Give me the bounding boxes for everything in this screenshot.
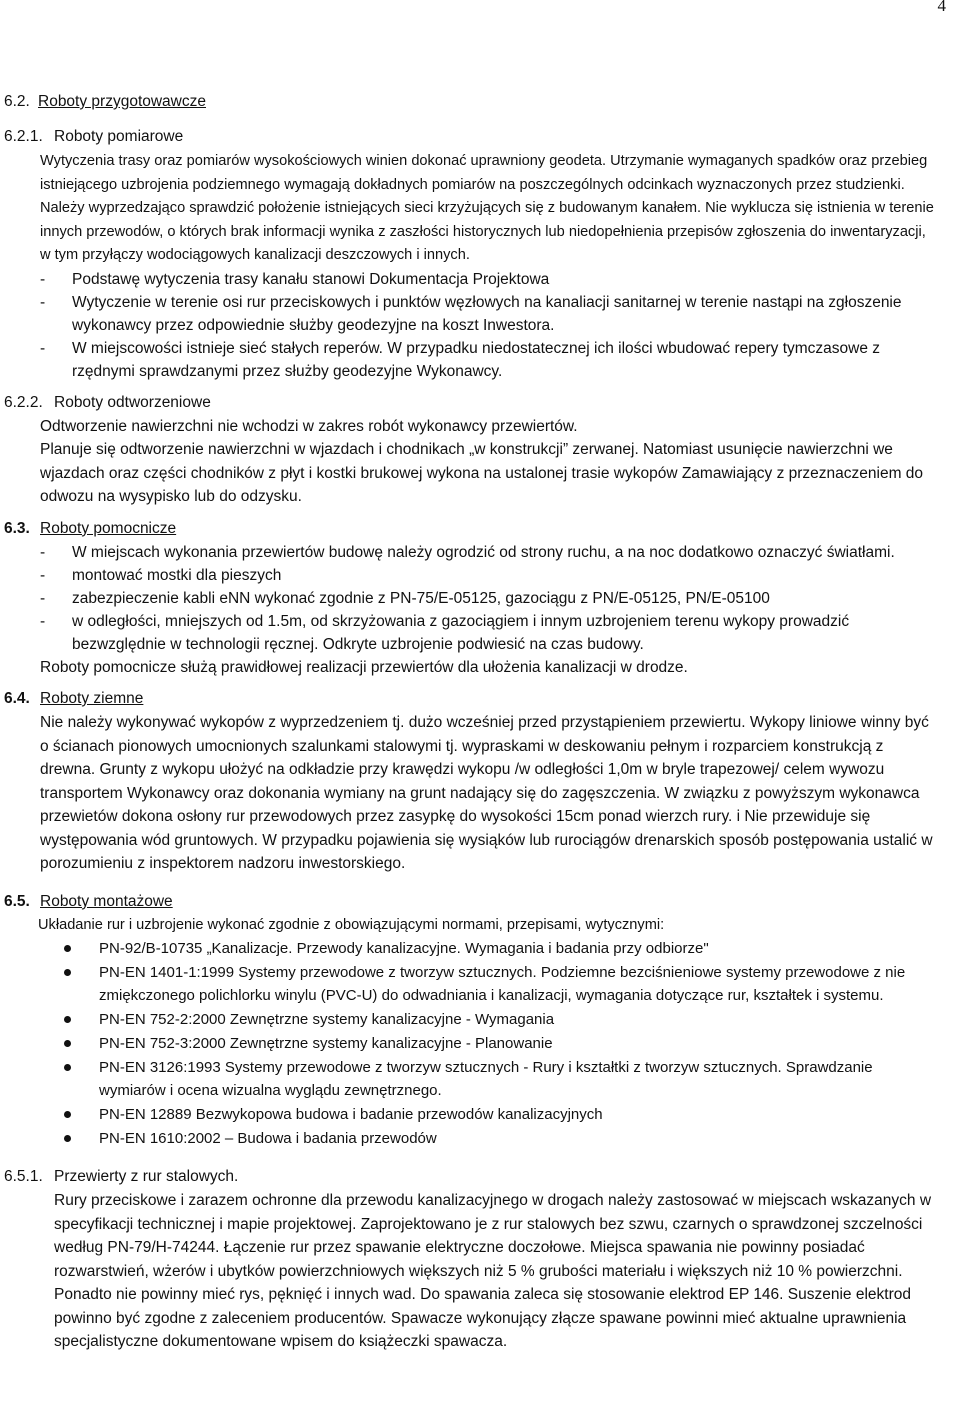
section-title: Roboty odtworzeniowe xyxy=(54,393,211,411)
section-heading-6-4 xyxy=(0,687,960,711)
bullet-icon xyxy=(64,945,71,952)
bullet-list-normy xyxy=(0,937,960,1150)
section-title: Roboty przygotowawcze xyxy=(38,93,206,110)
document-body xyxy=(0,88,960,1354)
list-item: PN-EN 752-3:2000 Zewnętrzne systemy kanalizacyjne - Planowanie xyxy=(0,1032,960,1055)
paragraph-pomocnicze: Roboty pomocnicze służą prawidłowej realizacji przewiertów dla ułożenia kanalizacji w drodze. xyxy=(40,658,688,676)
section-heading-6-2 xyxy=(0,88,960,115)
list-item: - zabezpieczenie kabli eNN wykonać zgodnie z PN-75/E-05125, gazociągu z PN/E-05125, PN/E-05100 xyxy=(40,589,770,607)
section-title: Roboty pomocnicze xyxy=(40,519,177,537)
section-number: 6.2. xyxy=(4,93,30,110)
paragraph-odtworzenie-2: Planuje się odtworzenie nawierzchni w wjazdach i chodnikach „w konstrukcji” zerwanej. Natomiast usunięcie nawierzchni we wjazdach oraz części chodników z płyt i kostki brukowej wykona na ustalonej trasie wykopów Zamawiający z przeznaczeniem do odwozu na wysypisko lub do odzysku. xyxy=(40,441,924,505)
list-item: PN-EN 3126:1993 Systemy przewodowe z tworzyw sztucznych - Rury i kształtki z tworzyw sztucznych. Sprawdzanie wymiarów i ocena wizualna wyglądu zewnętrznego. xyxy=(0,1056,960,1102)
bullet-icon xyxy=(64,969,71,976)
list-item: - W miejscach wykonania przewiertów budowę należy ogrodzić od strony ruchu, a na noc dodatkowo oznaczyć światłami. xyxy=(40,543,895,561)
list-item: - Wytyczenie w terenie osi rur przeciskowych i punktów węzłowych na kanaliacji sanitarnej w terenie nastąpi na zgłoszenie wykonawcy przez odpowiednie służby geodezyjne na koszt Inwestora. xyxy=(40,293,902,334)
section-heading-6-5-1 xyxy=(0,1165,960,1189)
section-number: 6.2.1. xyxy=(4,128,43,145)
section-heading-6-3 xyxy=(0,517,960,541)
section-number: 6.4. xyxy=(4,690,30,707)
section-heading-6-5 xyxy=(0,890,960,914)
paragraph-ziemne: Nie należy wykonywać wykopów z wyprzedzeniem tj. dużo wcześniej przed przystąpieniem przewiertu. Wykopy liniowe winny być o ścianach pionowych umocnionych szalunkami stalowymi tj. wypraskami w deskowaniu pełnym i rozparciem konstrukcją z drewna. Grunty z wykopu ułożyć na odkładzie przy krawędzi wykopu /w odległości 1,0m w bryle trapezowej/ celem wywozu transportem Wykonawcy oraz dokonania wymiany na grunt nadający się do zagęszczenia. W związku z powyższym wykonawca przewietów dokona osłony rur przewodowych przez zasypkę do wysokości 15cm ponad wierzch rury. i Nie przewiduje się występowania wód gruntowych. W przypadku pojawienia się wysiąków lub rurociągów drenarskich sposób postępowania ustalić w porozumieniu z inspektorem nadzoru inwestorskiego. xyxy=(40,714,933,872)
list-item: PN-EN 1610:2002 – Budowa i badania przewodów xyxy=(0,1127,960,1150)
bullet-icon xyxy=(64,1135,71,1142)
bullet-icon xyxy=(64,1040,71,1047)
dash-list-pomiary xyxy=(0,268,960,383)
section-heading-6-2-1 xyxy=(0,123,960,150)
list-item: PN-EN 752-2:2000 Zewnętrzne systemy kanalizacyjne - Wymagania xyxy=(0,1008,960,1031)
list-item: - Podstawę wytyczenia trasy kanału stanowi Dokumentacja Projektowa xyxy=(40,270,550,288)
paragraph-przewierty: Rury przeciskowe i zarazem ochronne dla przewodu kanalizacyjnego w drogach należy zastosować w miejscach wskazanych w specyfikacji technicznej i mapie projektowej. Zaprojektowano je z rur stalowych bez szwu, czarnych o sprawdzonej szczelności według PN-79/H-74244. Łączenie rur przez spawanie elektryczne doczołowe. Miejsca spawania nie powinny posiadać rozwarstwień, wżerów i ubytków powierzchniowych większych niż 5 % grubości materiału i większych niż 10 % powierzchni. Ponadto nie powinny mieć rys, pęknięć i innych wad. Do spawania zaleca się stosowanie elektrod EP 146. Suszenie elektrod powinno być zgodne z zaleceniem producentów. Spawacze wykonujący złącze spawane powinni mieć aktualne uprawnienia specjalistyczne dokumentowane wpisem do książeczki spawacza. xyxy=(54,1192,932,1350)
section-title: Roboty montażowe xyxy=(40,892,173,910)
list-item: - w odległości, mniejszych od 1.5m, od skrzyżowania z gazociągiem i innym uzbrojeniem terenu wykopy prowadzić bezwzględnie w technologii ręcznej. Odkryte uzbrojenie podwiesić na czas budowy. xyxy=(40,612,850,653)
dash-list-pomocnicze xyxy=(0,541,960,656)
section-heading-6-2-2 xyxy=(0,391,960,415)
section-title: Roboty pomiarowe xyxy=(54,128,184,145)
bullet-icon xyxy=(64,1064,71,1071)
list-item: PN-92/B-10735 „Kanalizacje. Przewody kanalizacyjne. Wymagania i badania przy odbiorze" xyxy=(0,937,960,960)
list-item: PN-EN 12889 Bezwykopowa budowa i badanie przewodów kanalizacyjnych xyxy=(0,1103,960,1126)
list-item: - W miejscowości istnieje sieć stałych reperów. W przypadku niedostatecznej ich ilości wbudować repery tymczasowe z rzędnymi sprawdzanymi przez służby geodezyjne Wykonawcy. xyxy=(40,339,881,380)
section-number: 6.5.1. xyxy=(4,1168,43,1185)
section-number: 6.2.2. xyxy=(4,393,43,411)
bullet-icon xyxy=(64,1111,71,1118)
paragraph-montazowe-intro: Układanie rur i uzbrojenie wykonać zgodnie z obowiązującymi normami, przepisami, wytycznymi: xyxy=(38,916,665,933)
paragraph-pomiary: Wytyczenia trasy oraz pomiarów wysokościowych winien dokonać uprawniony geodeta. Utrzymanie wymaganych spadków oraz przebieg istniejącego uzbrojenia podziemnego wymagają dokładnych pomiarów na poszczególnych odcinkach wyznaczonych przez studzienki. Należy wyprzedzająco sprawdzić położenie istniejących sieci krzyżujących się z budowanym kanałem. Nie wyklucza się istnienia w terenie innych przewodów, o których brak informacji wynika z zaszłości historycznych lub niedopełnienia przepisów zgłoszenia do inwentaryzacji, w tym przyłączy wodociągowych kanalizacji deszczowych i innych. xyxy=(40,153,934,263)
list-item: - montować mostki dla pieszych xyxy=(40,566,282,584)
section-title: Przewierty z rur stalowych. xyxy=(54,1168,239,1185)
page-number: 4 xyxy=(937,0,946,15)
section-number: 6.3. xyxy=(4,519,30,537)
bullet-icon xyxy=(64,1016,71,1023)
list-item: PN-EN 1401-1:1999 Systemy przewodowe z tworzyw sztucznych. Podziemne bezciśnieniowe systemy przewodowe z nie zmiękczonego polichlorku winylu (PVC-U) do odwadniania i kanalizacji, wymagania dotyczące rur, kształtek i systemu. xyxy=(0,961,960,1007)
section-title: Roboty ziemne xyxy=(40,690,144,707)
paragraph-odtworzenie-1: Odtworzenie nawierzchni nie wchodzi w zakres robót wykonawcy przewiertów. xyxy=(40,417,578,435)
section-number: 6.5. xyxy=(4,892,30,910)
